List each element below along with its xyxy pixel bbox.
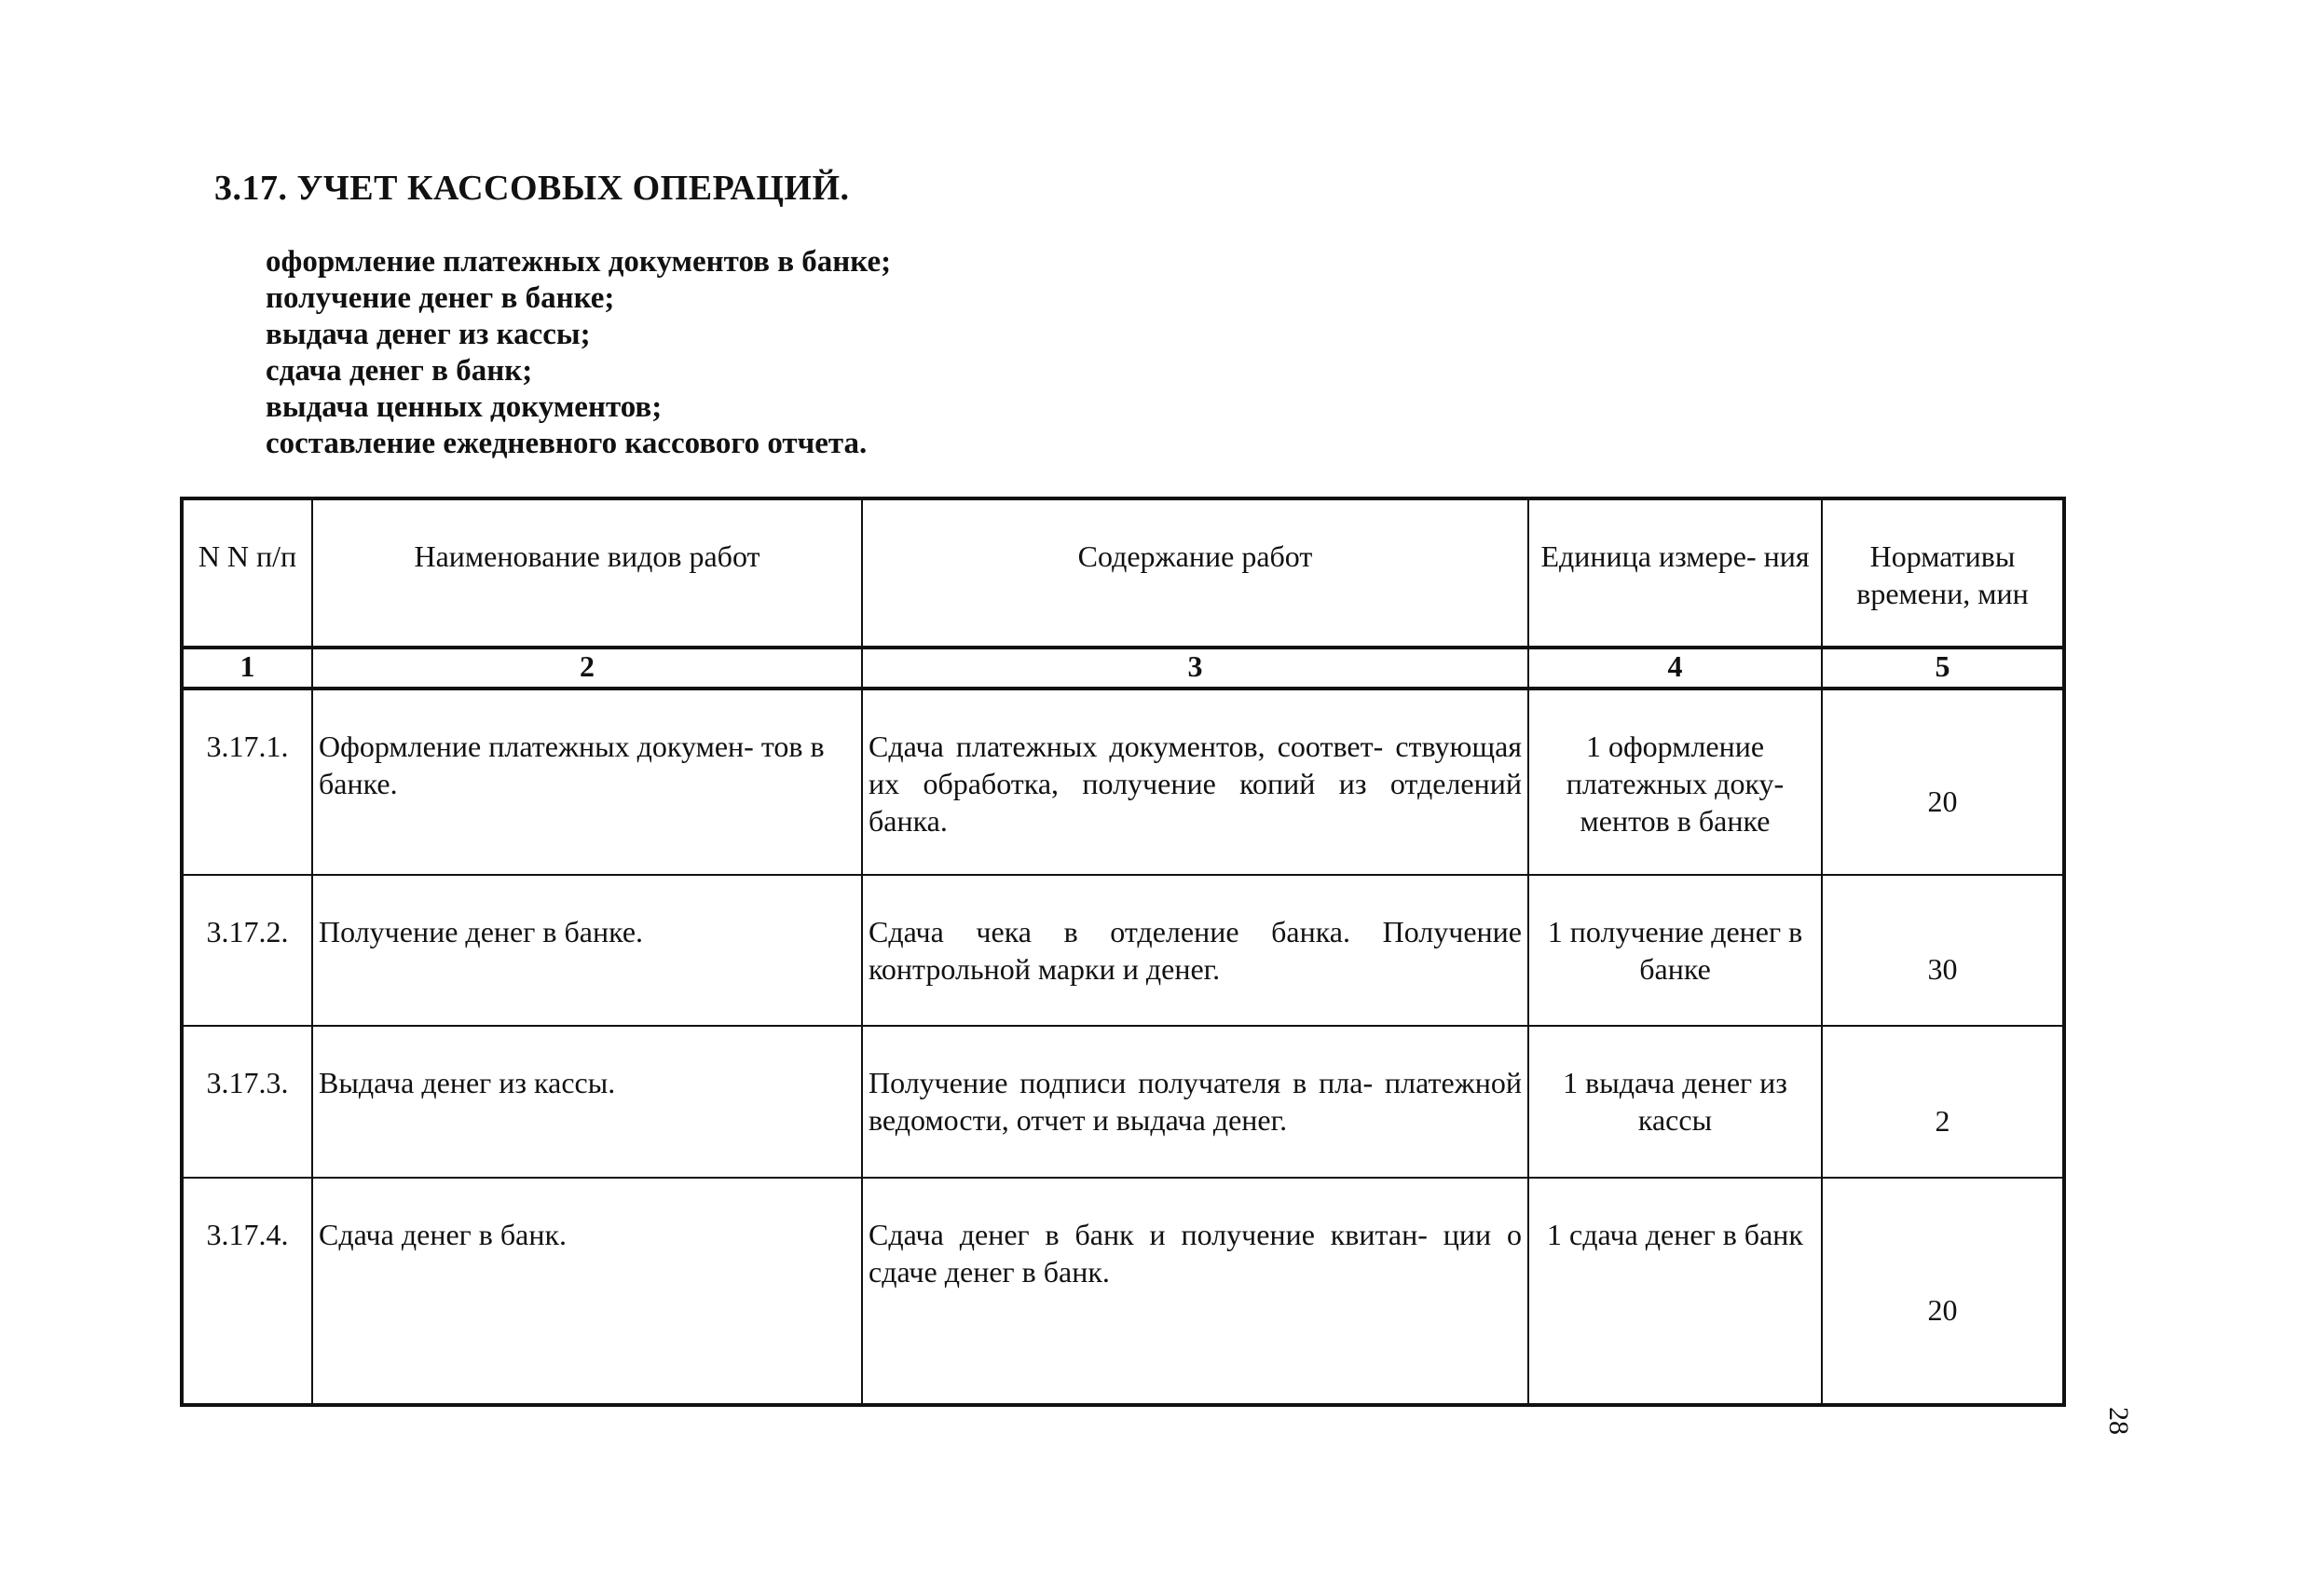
table-row [182,689,2064,875]
table-row [182,1026,2064,1178]
row-norm-value: 20 [1927,1292,1958,1327]
row-unit: 1 выдача денег из кассы [1528,1026,1822,1178]
row-norm-value: 20 [1927,784,1958,818]
header-unit: Единица измере- ния [1528,498,1822,648]
norms-table [180,497,2066,1407]
row-content: Получение подписи получателя в пла- платежной ведомости, отчет и выдача денег. [862,1026,1528,1178]
row-norm [1822,875,2064,1026]
row-unit: 1 сдача денег в банк [1528,1178,1822,1405]
column-number: 5 [1822,648,2064,689]
row-num: 3.17.2. [182,875,312,1026]
row-num: 3.17.3. [182,1026,312,1178]
column-number: 4 [1528,648,1822,689]
operation-item: получение денег в банке; [266,281,615,315]
operations-list [266,244,891,462]
row-norm [1822,1178,2064,1405]
header-num: N N п/п [182,498,312,648]
row-content: Сдача чека в отделение банка. Получение контрольной марки и денег. [862,875,1528,1026]
operation-item: оформление платежных документов в банке; [266,245,892,279]
column-numbers-row [182,648,2064,689]
operation-item: составление ежедневного кассового отчета. [266,427,868,460]
row-name: Выдача денег из кассы. [312,1026,862,1178]
row-num: 3.17.4. [182,1178,312,1405]
row-name: Сдача денег в банк. [312,1178,862,1405]
operation-item: выдача ценных документов; [266,390,663,424]
row-unit: 1 оформление платежных доку- ментов в банке [1528,689,1822,875]
row-norm-value: 2 [1935,1103,1950,1138]
row-unit: 1 получение денег в банке [1528,875,1822,1026]
row-norm [1822,1026,2064,1178]
row-name: Получение денег в банке. [312,875,862,1026]
column-number: 3 [862,648,1528,689]
table-row [182,1178,2064,1405]
header-norm: Нормативы времени, мин [1822,498,2064,648]
row-name: Оформление платежных докумен- тов в банке. [312,689,862,875]
row-content: Сдача платежных документов, соответ- ствующая их обработка, получение копий из отделений банка. [862,689,1528,875]
row-content: Сдача денег в банк и получение квитан- ции о сдаче денег в банк. [862,1178,1528,1405]
row-norm [1822,689,2064,875]
row-norm-value: 30 [1927,952,1958,986]
table-row [182,875,2064,1026]
operation-item: сдача денег в банк; [266,354,533,388]
page-number: 28 [2103,1407,2134,1435]
header-name: Наименование видов работ [312,498,862,648]
row-num: 3.17.1. [182,689,312,875]
operation-item: выдача денег из кассы; [266,318,591,351]
column-number: 1 [182,648,312,689]
column-number: 2 [312,648,862,689]
section-title: 3.17. УЧЕТ КАССОВЫХ ОПЕРАЦИЙ. [214,169,850,208]
header-content: Содержание работ [862,498,1528,648]
table-header-row [182,498,2064,648]
